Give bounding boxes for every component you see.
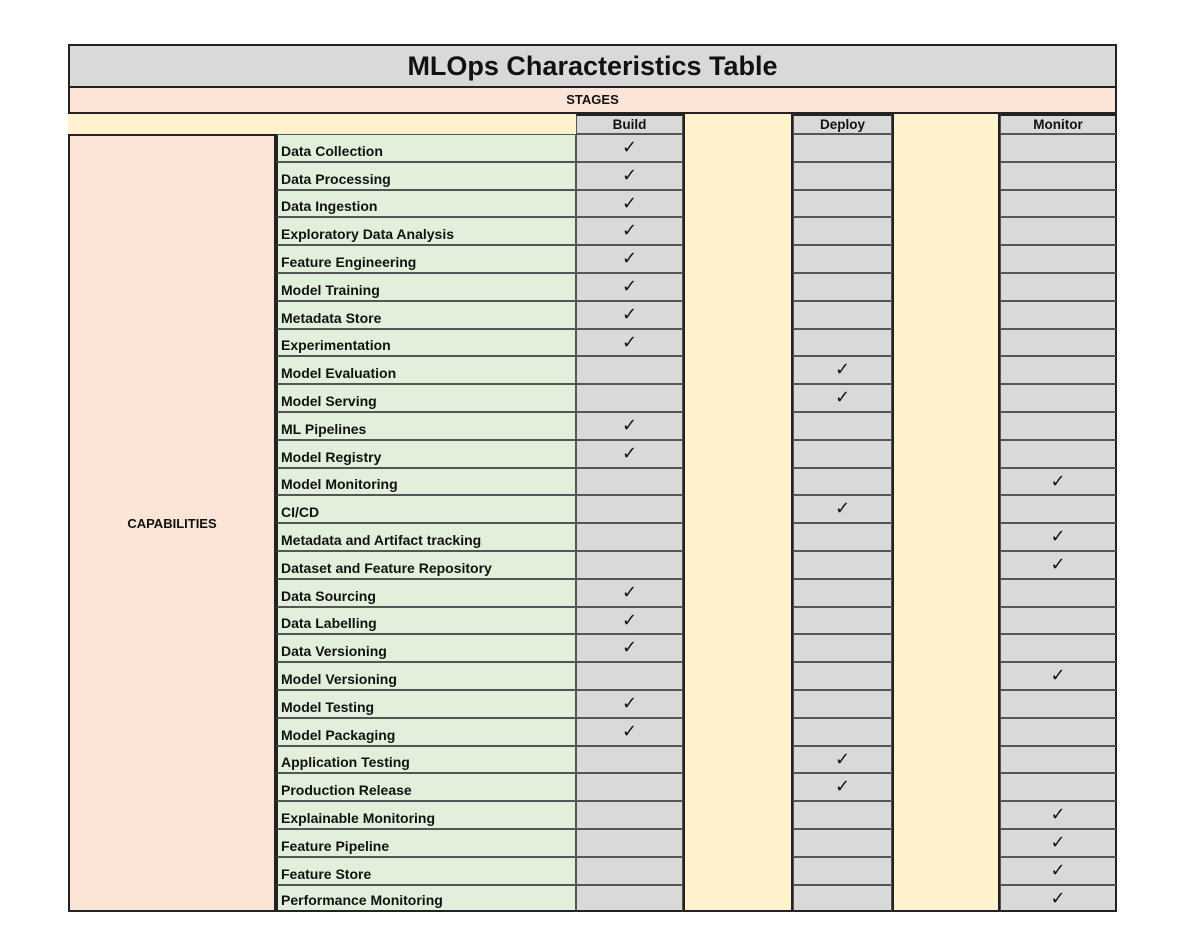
checkmark-icon: ✓: [834, 748, 851, 769]
stage-cell-build: [576, 690, 683, 718]
stage-cell-deploy: [793, 690, 892, 718]
stage-cell-deploy: [793, 468, 892, 496]
checkmark-icon: ✓: [1050, 859, 1066, 880]
stage-cell-monitor: [1000, 857, 1117, 885]
table-row: [276, 634, 1117, 662]
table-row: [276, 273, 1117, 301]
checkmark-icon: ✓: [621, 720, 638, 741]
stage-cell-deploy: [793, 523, 892, 551]
table-row: [276, 495, 1117, 523]
stage-cell-build: [576, 634, 683, 662]
table-row: [276, 468, 1117, 496]
stage-cell-deploy: [793, 217, 892, 245]
capability-label: Model Serving: [276, 384, 576, 412]
stage-cell-deploy: [793, 662, 892, 690]
stage-cell-build: [576, 440, 683, 468]
capability-label: Model Testing: [276, 690, 576, 718]
capability-label: Data Labelling: [276, 607, 576, 635]
table-row: [276, 690, 1117, 718]
stage-cell-deploy: [793, 551, 892, 579]
checkmark-icon: ✓: [1050, 887, 1066, 908]
capability-label: Dataset and Feature Repository: [276, 551, 576, 579]
capability-label: Metadata and Artifact tracking: [276, 523, 576, 551]
stage-cell-monitor: [1000, 468, 1117, 496]
stage-cell-monitor: [1000, 384, 1117, 412]
checkmark-icon: ✓: [1050, 470, 1066, 491]
stage-cell-deploy: [793, 634, 892, 662]
stage-cell-deploy: [793, 329, 892, 357]
stage-cell-monitor: [1000, 885, 1117, 913]
stage-cell-monitor: [1000, 829, 1117, 857]
capability-label: Data Sourcing: [276, 579, 576, 607]
stage-cell-deploy: [793, 801, 892, 829]
checkmark-icon: ✓: [1050, 831, 1066, 852]
stage-cell-build: [576, 245, 683, 273]
header-filler: [68, 114, 576, 134]
checkmark-icon: ✓: [621, 331, 638, 352]
checkmark-icon: ✓: [621, 637, 638, 658]
capability-label: Feature Store: [276, 857, 576, 885]
checkmark-icon: ✓: [621, 137, 638, 157]
stage-cell-monitor: [1000, 801, 1117, 829]
stage-cell-build: [576, 829, 683, 857]
stage-cell-deploy: [793, 607, 892, 635]
stage-cell-deploy: [793, 190, 892, 218]
stage-cell-monitor: [1000, 134, 1117, 162]
capability-label: Model Packaging: [276, 718, 576, 746]
table-row: [276, 857, 1117, 885]
capability-label: Metadata Store: [276, 301, 576, 329]
table-row: [276, 579, 1117, 607]
capability-label: CI/CD: [276, 495, 576, 523]
stage-cell-deploy: [793, 412, 892, 440]
capability-label: Model Registry: [276, 440, 576, 468]
stage-header-monitor: Monitor: [1000, 114, 1117, 134]
stage-cell-monitor: [1000, 162, 1117, 190]
table-row: [276, 718, 1117, 746]
table-title: MLOps Characteristics Table: [68, 44, 1117, 88]
checkmark-icon: ✓: [621, 692, 638, 713]
table-row: [276, 162, 1117, 190]
stage-cell-build: [576, 356, 683, 384]
capability-label: Application Testing: [276, 746, 576, 774]
table-row: [276, 551, 1117, 579]
capability-label: Model Evaluation: [276, 356, 576, 384]
checkmark-icon: ✓: [621, 414, 638, 435]
stage-cell-monitor: [1000, 607, 1117, 635]
stage-cell-monitor: [1000, 718, 1117, 746]
stage-cell-deploy: [793, 384, 892, 412]
capability-label: Feature Pipeline: [276, 829, 576, 857]
checkmark-icon: ✓: [621, 609, 638, 630]
stage-cell-deploy: [793, 134, 892, 162]
checkmark-icon: ✓: [1050, 553, 1066, 574]
stage-cell-monitor: [1000, 773, 1117, 801]
checkmark-icon: ✓: [1050, 804, 1066, 825]
capability-label: Data Processing: [276, 162, 576, 190]
stage-cell-build: [576, 384, 683, 412]
capability-label: Experimentation: [276, 329, 576, 357]
table-row: [276, 301, 1117, 329]
capability-label: Feature Engineering: [276, 245, 576, 273]
table-row: [276, 801, 1117, 829]
stage-cell-build: [576, 857, 683, 885]
stage-cell-monitor: [1000, 329, 1117, 357]
stage-cell-monitor: [1000, 273, 1117, 301]
stage-cell-build: [576, 746, 683, 774]
stage-cell-build: [576, 523, 683, 551]
capability-label: Model Monitoring: [276, 468, 576, 496]
checkmark-icon: ✓: [621, 275, 638, 296]
table-row: [276, 523, 1117, 551]
stage-cell-build: [576, 551, 683, 579]
stage-cell-build: [576, 607, 683, 635]
stage-cell-build: [576, 662, 683, 690]
stage-cell-monitor: [1000, 523, 1117, 551]
stage-cell-build: [576, 217, 683, 245]
capability-label: Model Versioning: [276, 662, 576, 690]
stage-cell-build: [576, 885, 683, 913]
stage-cell-monitor: [1000, 690, 1117, 718]
checkmark-icon: ✓: [621, 248, 638, 269]
stage-cell-build: [576, 579, 683, 607]
checkmark-icon: ✓: [1050, 665, 1066, 686]
capability-label: Explainable Monitoring: [276, 801, 576, 829]
capability-label: Model Training: [276, 273, 576, 301]
checkmark-icon: ✓: [621, 303, 638, 324]
capability-label: Performance Monitoring: [276, 885, 576, 913]
table-row: [276, 329, 1117, 357]
table-row: [276, 440, 1117, 468]
stage-cell-build: [576, 162, 683, 190]
checkmark-icon: ✓: [834, 498, 851, 519]
checkmark-icon: ✓: [621, 581, 638, 602]
stage-cell-monitor: [1000, 217, 1117, 245]
stage-cell-build: [576, 495, 683, 523]
checkmark-icon: ✓: [834, 776, 851, 797]
table-row: [276, 773, 1117, 801]
checkmark-icon: ✓: [1050, 526, 1066, 547]
stage-cell-deploy: [793, 718, 892, 746]
stage-cell-monitor: [1000, 662, 1117, 690]
stage-cell-deploy: [793, 857, 892, 885]
capability-label: Data Collection: [276, 134, 576, 162]
stage-cell-build: [576, 273, 683, 301]
stage-header-deploy: Deploy: [793, 114, 892, 134]
stage-cell-deploy: [793, 885, 892, 913]
stage-cell-deploy: [793, 773, 892, 801]
stage-cell-deploy: [793, 356, 892, 384]
stage-cell-deploy: [793, 245, 892, 273]
stage-cell-build: [576, 190, 683, 218]
stage-cell-deploy: [793, 162, 892, 190]
stage-cell-monitor: [1000, 495, 1117, 523]
stage-cell-monitor: [1000, 301, 1117, 329]
stage-cell-build: [576, 412, 683, 440]
stage-cell-deploy: [793, 273, 892, 301]
table-row: [276, 217, 1117, 245]
stage-cell-build: [576, 134, 683, 162]
stage-cell-deploy: [793, 579, 892, 607]
checkmark-icon: ✓: [621, 164, 638, 185]
table-row: [276, 190, 1117, 218]
stage-header-build: Build: [576, 114, 683, 134]
checkmark-icon: ✓: [621, 220, 638, 241]
table-row: [276, 829, 1117, 857]
capability-label: ML Pipelines: [276, 412, 576, 440]
capability-label: Data Versioning: [276, 634, 576, 662]
checkmark-icon: ✓: [621, 442, 638, 463]
stage-cell-monitor: [1000, 190, 1117, 218]
stage-cell-monitor: [1000, 440, 1117, 468]
stage-cell-monitor: [1000, 746, 1117, 774]
stage-cell-deploy: [793, 746, 892, 774]
stages-header: STAGES: [68, 88, 1117, 114]
stage-cell-build: [576, 718, 683, 746]
stage-cell-deploy: [793, 301, 892, 329]
table-row: [276, 607, 1117, 635]
table-row: [276, 134, 1117, 162]
capability-label: Production Release: [276, 773, 576, 801]
stage-cell-monitor: [1000, 412, 1117, 440]
stage-cell-build: [576, 773, 683, 801]
stage-cell-build: [576, 329, 683, 357]
stage-cell-deploy: [793, 440, 892, 468]
stage-cell-deploy: [793, 495, 892, 523]
stage-cell-build: [576, 468, 683, 496]
stage-cell-build: [576, 301, 683, 329]
table-row: [276, 384, 1117, 412]
table-row: [276, 662, 1117, 690]
capabilities-label: CAPABILITIES: [68, 134, 276, 912]
table-row: [276, 245, 1117, 273]
stage-cell-build: [576, 801, 683, 829]
table-row: [276, 356, 1117, 384]
capability-rows: [276, 134, 1117, 912]
table-row: [276, 746, 1117, 774]
stage-cell-monitor: [1000, 579, 1117, 607]
table-row: [276, 885, 1117, 913]
stage-cell-monitor: [1000, 551, 1117, 579]
capability-label: Exploratory Data Analysis: [276, 217, 576, 245]
checkmark-icon: ✓: [621, 192, 638, 213]
stage-cell-monitor: [1000, 245, 1117, 273]
checkmark-icon: ✓: [834, 359, 851, 380]
stage-cell-deploy: [793, 829, 892, 857]
table-row: [276, 412, 1117, 440]
stage-cell-monitor: [1000, 356, 1117, 384]
stage-cell-monitor: [1000, 634, 1117, 662]
checkmark-icon: ✓: [834, 387, 851, 408]
capability-label: Data Ingestion: [276, 190, 576, 218]
